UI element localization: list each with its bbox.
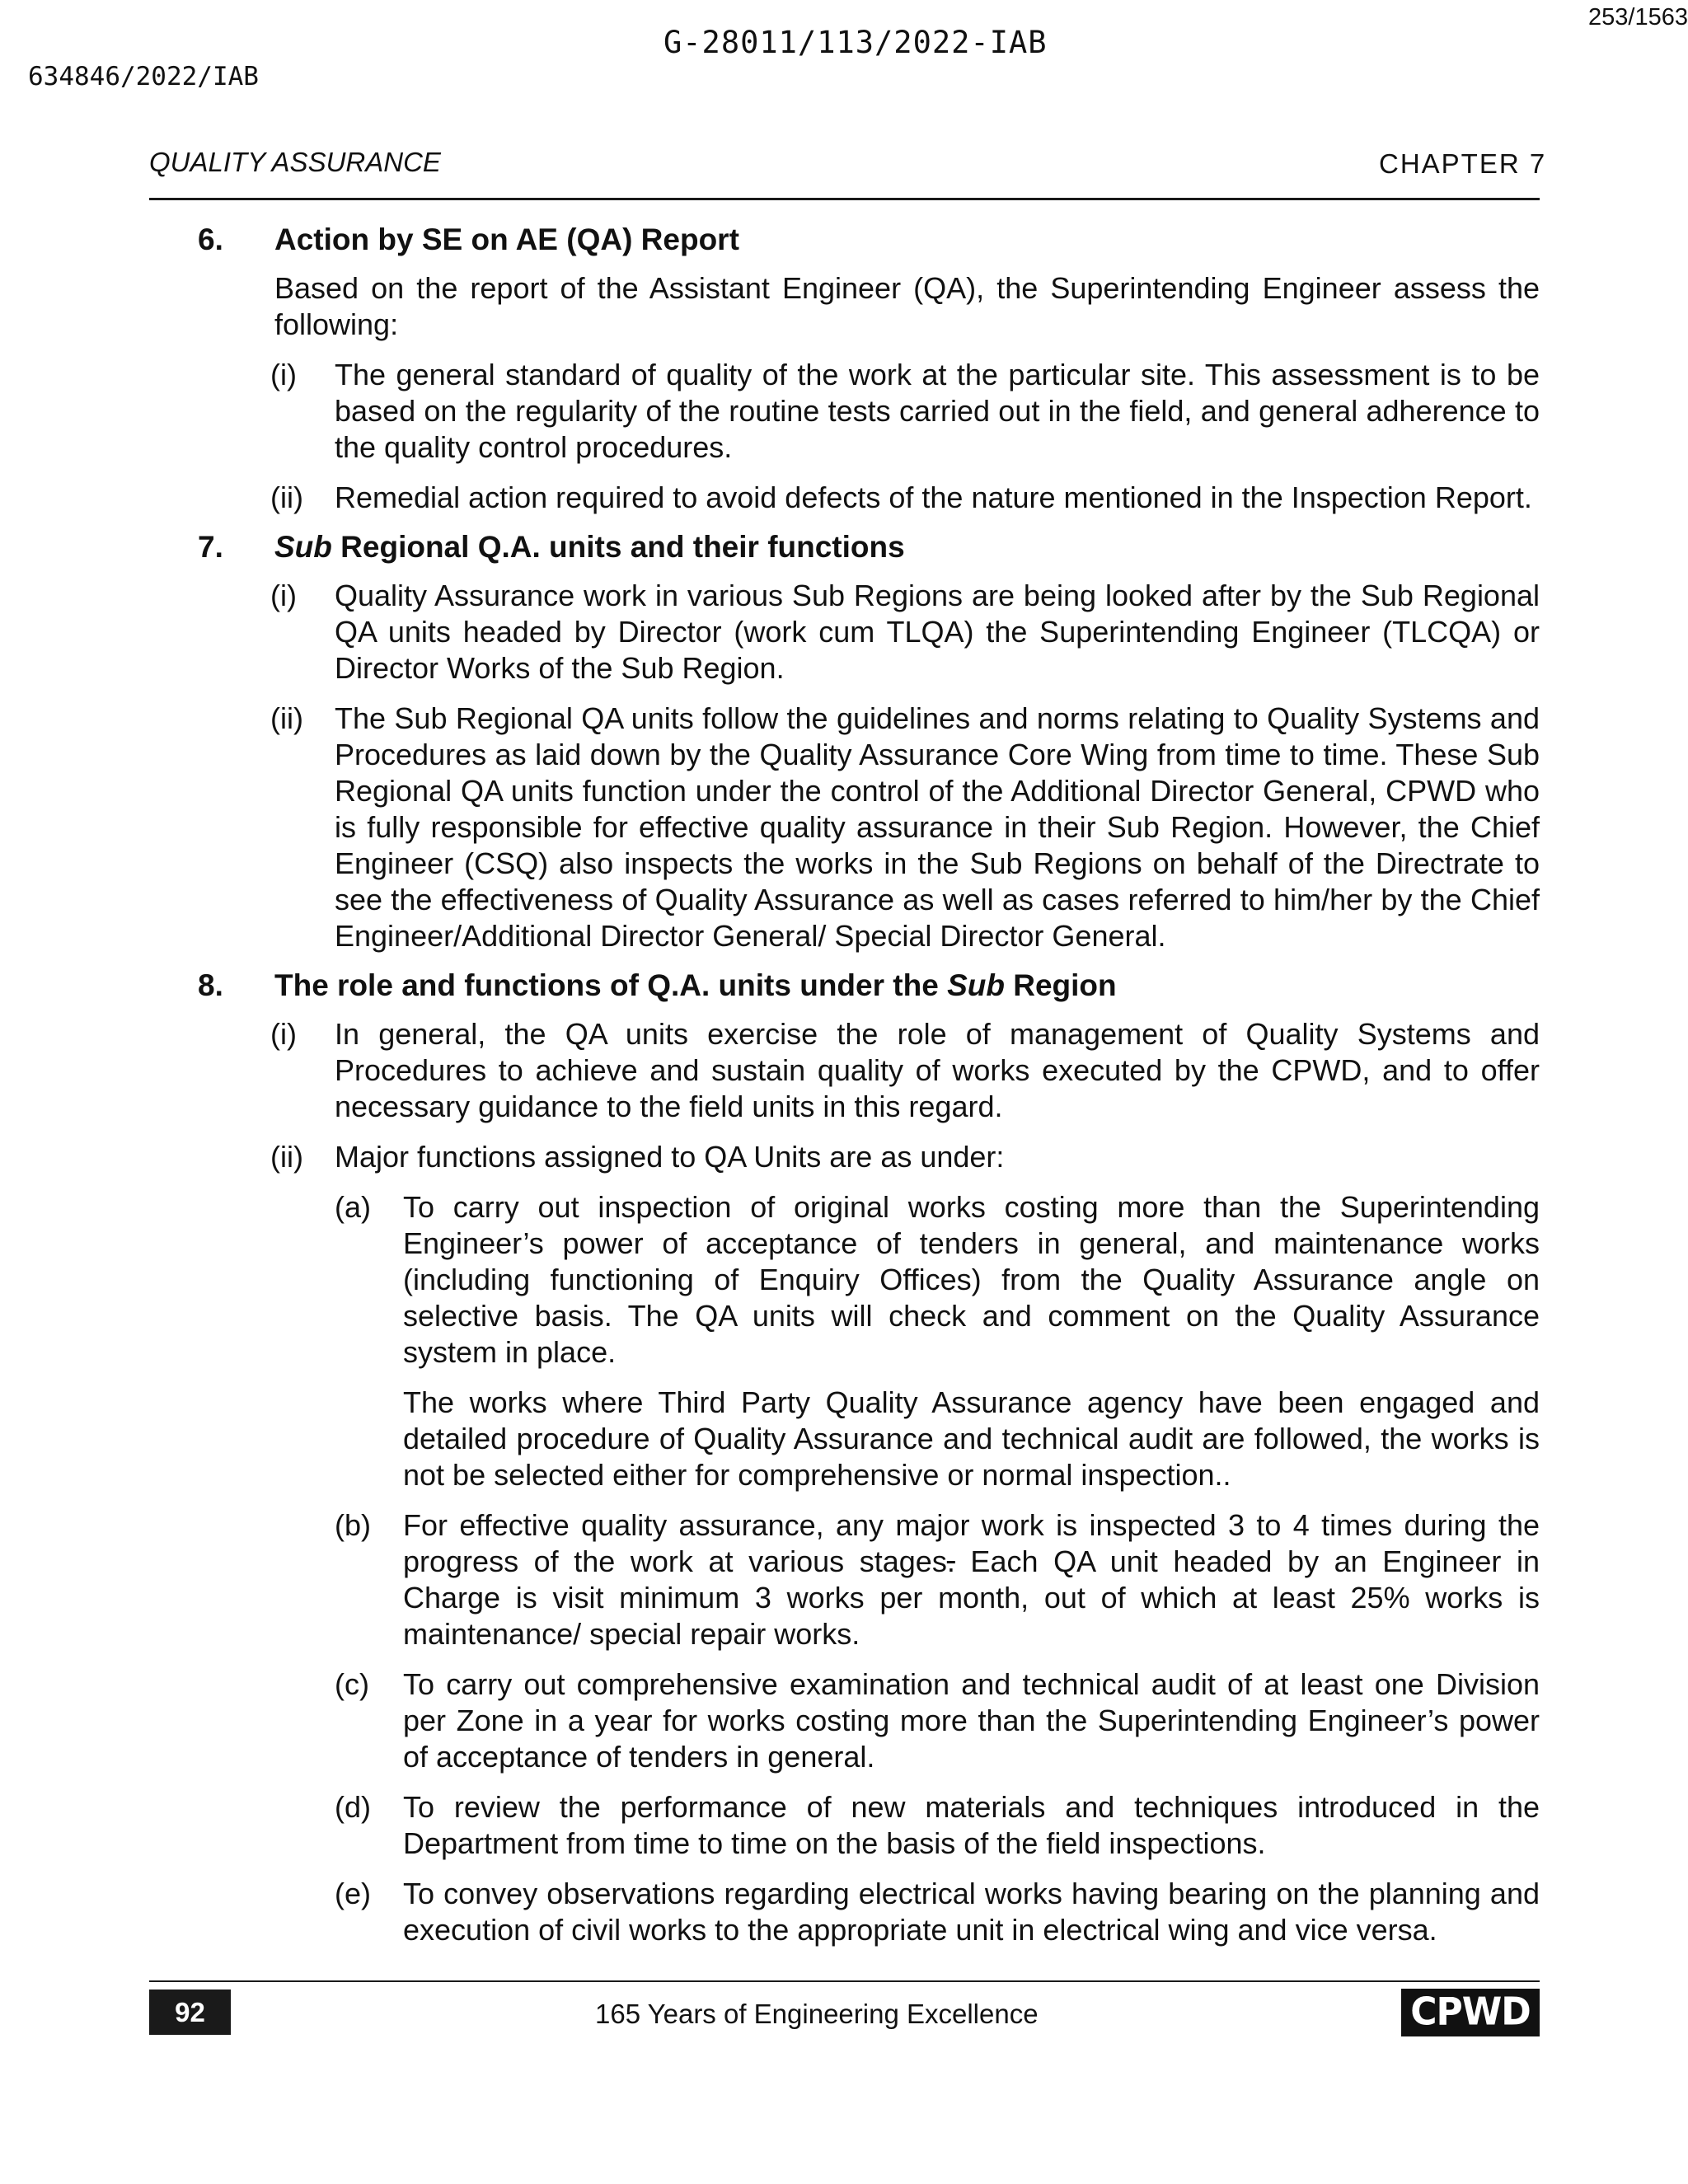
page-number: 92 [149,1990,231,2035]
section-6-intro: Based on the report of the Assistant Engineer (QA), the Superintending Engineer assess the following: [274,271,1540,341]
title-italic: Sub [274,530,332,564]
struck-text: . [946,1544,955,1578]
section-title [274,530,905,565]
header-rule [149,198,1540,200]
sub-item [0,1876,1688,1948]
sub-item [0,1189,1688,1371]
list-item [0,578,1688,687]
item-text: The Sub Regional QA units follow the guidelines and norms relating to Quality Systems and Procedures as laid down by the Quality Assurance Core Wing from time to time. These Sub Regional QA units function under the control of the Additional Director General, CPWD who is fully responsible for effective quality assurance in their Sub Region. However, the Chief Engineer (CSQ) also inspects the works in the Sub Regions on behalf of the Directrate to see the effectiveness of Quality Assurance as well as cases referred to him/her by the Chief Engineer/Additional Director General/ Special Director General. [335,701,1540,953]
sub-item-text: To convey observations regarding electrical works having bearing on the planning and execution of civil works to the appropriate unit in electrical wing and vice versa. [403,1877,1540,1947]
item-label: (i) [270,1017,297,1051]
sub-item [0,1666,1688,1775]
section-number: 7. [198,530,223,564]
page-body [0,223,1688,1962]
sub-item-text: To carry out inspection of original works costing more than the Superintending Engineer’s power of acceptance of tenders in general, and maintenance works (including functioning of Enquiry Offices) from the Quality Assurance angle on selective basis. The QA units will check and comment on the Quality Assurance system in place. [403,1190,1540,1369]
text-post: Each QA unit headed by an Engineer in Charge is visit minimum 3 works per month, out of which at least 25% works is maintenance/ special repair works. [403,1544,1540,1651]
section-7-heading [0,530,1688,566]
list-item [0,701,1688,954]
title-italic: Sub [947,968,1005,1002]
cpwd-logo [1401,1989,1540,2036]
title-post: Region [1004,968,1117,1002]
footer-tagline: 165 Years of Engineering Excellence [595,1999,1039,2029]
text-pre: For effective quality assurance, any major work is inspected 3 to 4 times during the progress of the work at various stages [403,1508,1540,1578]
page-count: 253/1563 [1588,4,1688,30]
item-label: (ii) [270,1140,303,1174]
item-text: In general, the QA units exercise the role of management of Quality Systems and Procedures to achieve and sustain quality of works executed by the CPWD, and to offer necessary guidance to the field units in this regard. [335,1017,1540,1123]
footer-rule [149,1980,1540,1982]
title-pre: The role and functions of Q.A. units under the [274,968,948,1002]
item-label: (ii) [270,701,303,735]
section-title: Action by SE on AE (QA) Report [274,223,739,256]
sub-item-label: (c) [335,1667,369,1701]
list-item [0,357,1688,466]
file-number: G-28011/113/2022-IAB [663,25,1048,60]
item-label: (i) [270,358,297,391]
sub-item-text: To carry out comprehensive examination and technical audit of at least one Division per Zone in a year for works costing more than the Superintending Engineer’s power of acceptance of tenders in general. [403,1667,1540,1774]
receipt-number: 634846/2022/IAB [28,62,259,91]
sub-item-label: (b) [335,1508,371,1542]
sub-item-text [403,1507,1540,1652]
sub-item-label: (e) [335,1877,371,1910]
sub-item-text: To review the performance of new materials and techniques introduced in the Department from time to time on the basis of the field inspections. [403,1790,1540,1860]
section-number: 6. [198,223,223,256]
running-title: QUALITY ASSURANCE [149,147,441,177]
list-item [0,1016,1688,1125]
item-label: (i) [270,579,297,612]
sub-item [0,1507,1688,1652]
sub-item-label: (a) [335,1190,371,1224]
section-title [274,968,1117,1003]
logo-text: CPWD [1410,1990,1531,2035]
chapter-label: CHAPTER 7 [1379,148,1547,179]
sub-item-label: (d) [335,1790,371,1824]
list-item [0,1139,1688,1175]
sub-item-paragraph: The works where Third Party Quality Assurance agency have been engaged and detailed procedure of Quality Assurance and technical audit are followed, the works is not be selected either for comprehensive or normal inspection.. [403,1385,1540,1492]
item-label: (ii) [270,480,303,514]
section-number: 8. [198,968,223,1002]
item-text: Major functions assigned to QA Units are as under: [335,1140,1005,1174]
list-item [0,480,1688,516]
item-text: Quality Assurance work in various Sub Regions are being looked after by the Sub Regional QA units headed by Director (work cum TLQA) the Superintending Engineer (TLCQA) or Director Works of the Sub Region. [335,579,1540,685]
title-rest: Regional Q.A. units and their functions [331,530,905,564]
section-6-heading [0,223,1688,259]
item-text: Remedial action required to avoid defects of the nature mentioned in the Inspection Report. [335,480,1532,514]
item-text: The general standard of quality of the work at the particular site. This assessment is to be based on the regularity of the routine tests carried out in the field, and general adherence to the quality control procedures. [335,358,1540,464]
sub-item [0,1789,1688,1862]
section-8-heading [0,968,1688,1005]
